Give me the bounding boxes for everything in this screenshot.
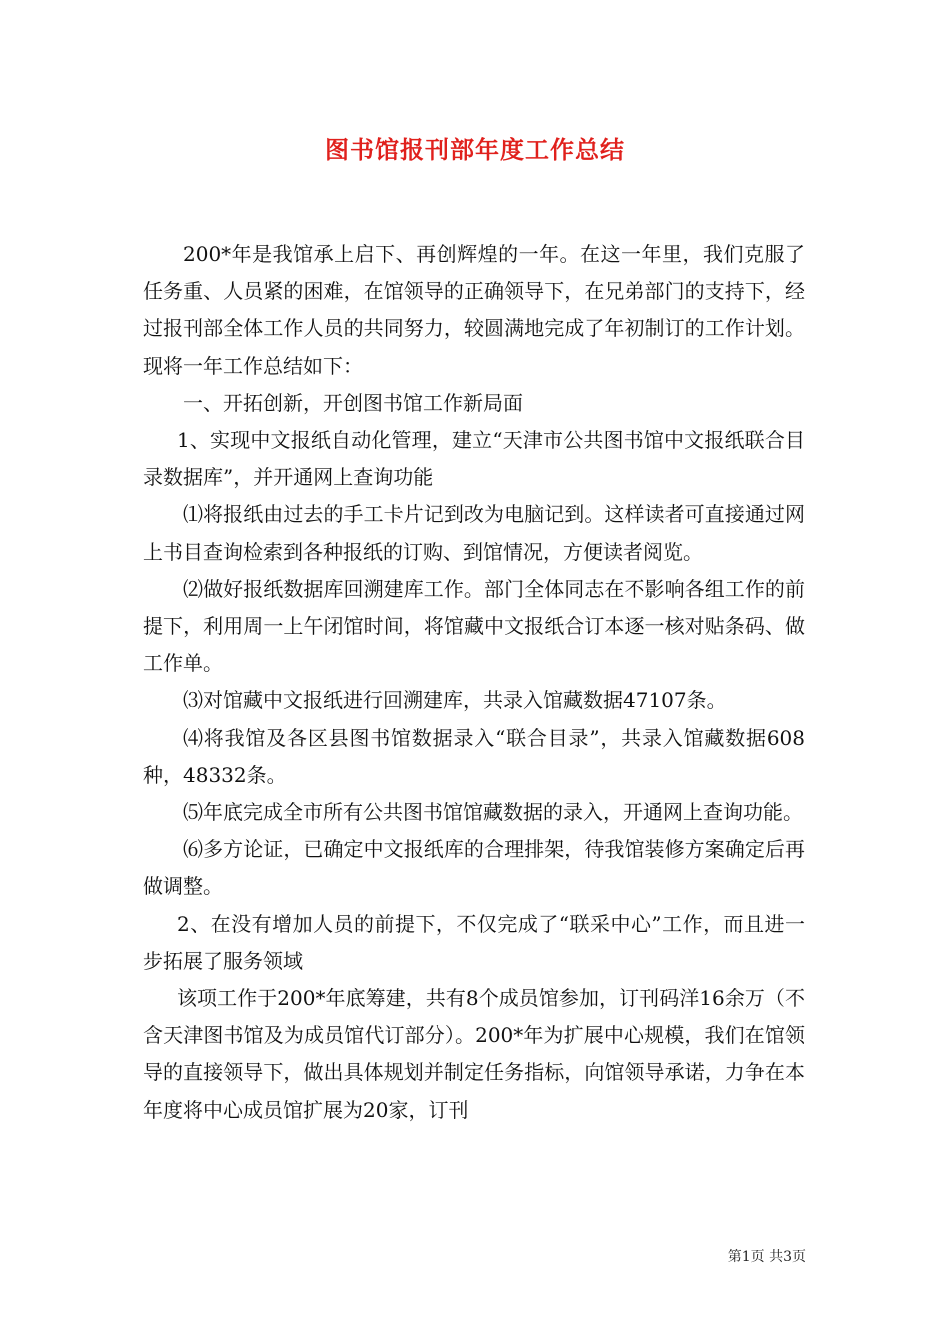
document-body: [143, 236, 805, 1129]
body-paragraph-final: 该项工作于200*年底筹建，共有8个成员馆参加，订刊码洋16余万（不含天津图书馆及为成员馆代订部分）。200*年为扩展中心规模，我们在馆领导的直接领导下，做出具体规划并制定任务指标，向馆领导承诺，力争在本年度将中心成员馆扩展为20家，订刊: [143, 986, 805, 1122]
intro-paragraph: 200*年是我馆承上启下、再创辉煌的一年。在这一年里，我们克服了任务重、人员紧的困难，在馆领导的正确领导下，在兄弟部门的支持下，经过报刊部全体工作人员的共同努力，较圆满地完成了年初制订的工作计划。现将一年工作总结如下：: [143, 242, 805, 378]
item-paragraph-5: ⑸年底完成全市所有公共图书馆馆藏数据的录入，开通网上查询功能。: [183, 800, 803, 825]
subsection-heading-1: 1、实现中文报纸自动化管理，建立“天津市公共图书馆中文报纸联合目录数据库”，并开通网上查询功能: [143, 428, 805, 490]
item-paragraph-3: ⑶对馆藏中文报纸进行回溯建库，共录入馆藏数据47107条。: [183, 688, 727, 713]
item-paragraph-4: ⑷将我馆及各区县图书馆数据录入“联合目录”，共录入馆藏数据608种，48332条。: [143, 725, 805, 787]
subsection-heading-2: 2、在没有增加人员的前提下，不仅完成了“联采中心”工作，而且进一步拓展了服务领域: [143, 911, 805, 973]
section-heading-1: 一、开拓创新，开创图书馆工作新局面: [183, 390, 523, 415]
item-paragraph-1: ⑴将报纸由过去的手工卡片记到改为电脑记到。这样读者可直接通过网上书目查询检索到各种报纸的订购、到馆情况，方便读者阅览。: [143, 502, 805, 564]
item-paragraph-2: ⑵做好报纸数据库回溯建库工作。部门全体同志在不影响各组工作的前提下，利用周一上午闭馆时间，将馆藏中文报纸合订本逐一核对贴条码、做工作单。: [143, 576, 805, 676]
item-paragraph-6: ⑹多方论证，已确定中文报纸库的合理排架，待我馆装修方案确定后再做调整。: [143, 837, 805, 899]
page-indicator: 第1页 共3页: [727, 1249, 806, 1265]
document-title: 图书馆报刊部年度工作总结: [325, 135, 625, 164]
